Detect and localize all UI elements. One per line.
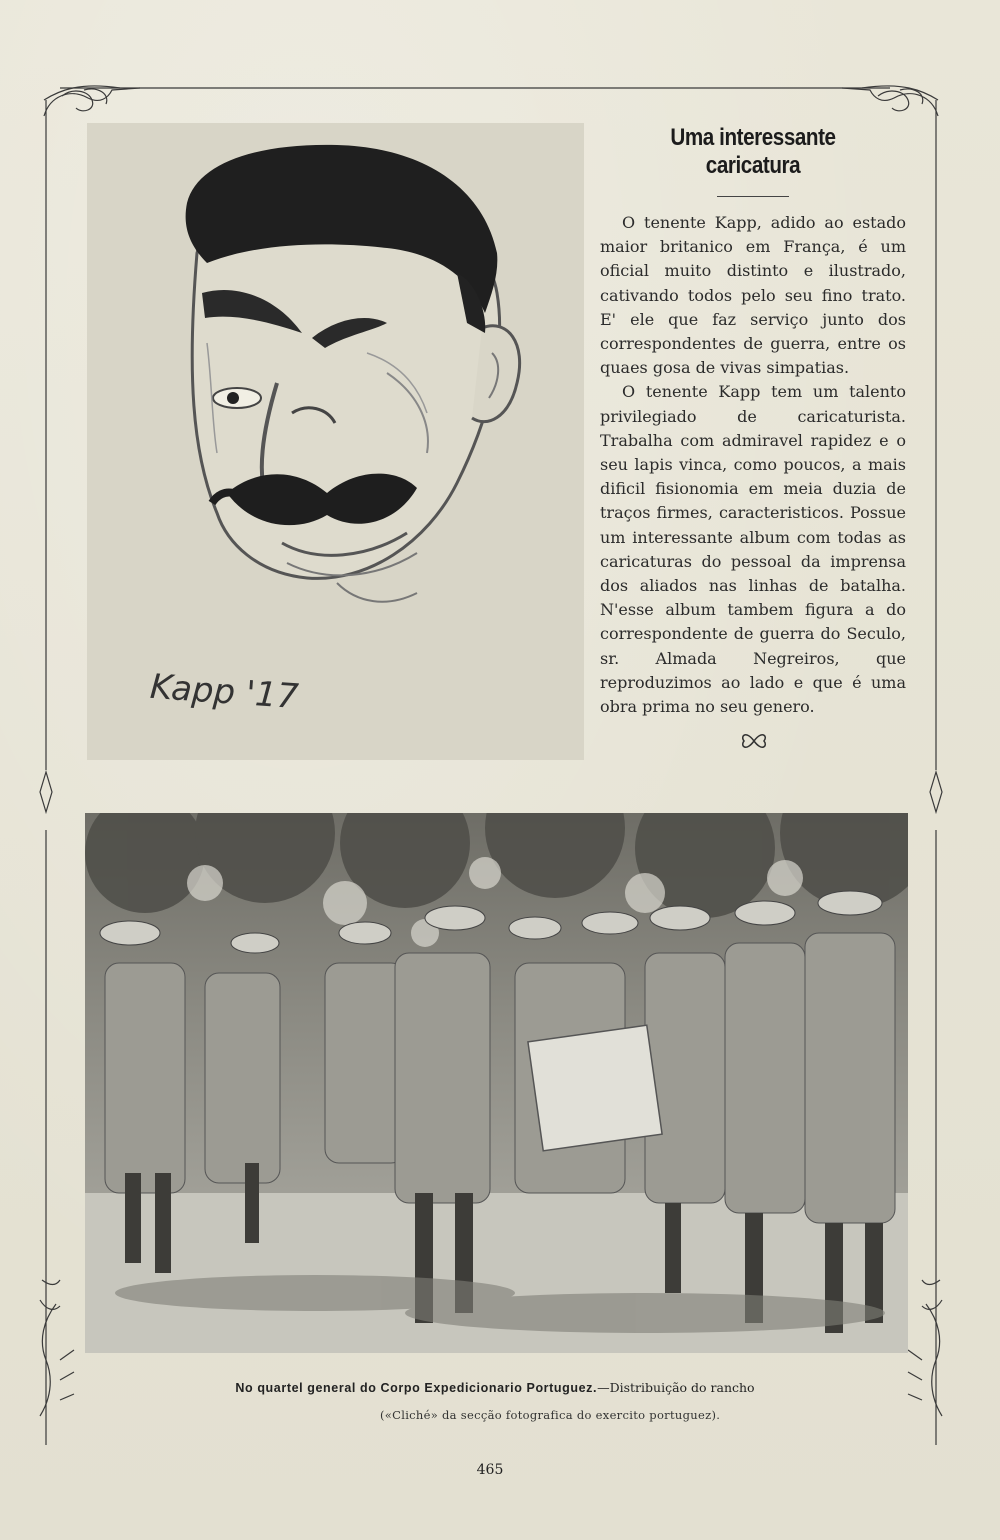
page-number: 465 [476,1462,504,1478]
soldiers-photograph [85,813,908,1353]
article-title: Uma interessante caricatura [670,124,836,179]
photo-credit: («Cliché» da secção fotografica do exercito portuguez). [380,1408,721,1422]
caption-heading: No quartel general do Corpo Expedicionario Portuguez. [235,1381,598,1395]
fleuron-ornament-icon [740,728,768,754]
title-divider [717,196,789,197]
caricature-drawing [87,123,584,760]
photo-caption [120,1380,870,1395]
article [600,118,906,719]
caricature-signature: Kapp '17 [148,666,300,718]
article-paragraph-2: O tenente Kapp tem um talento privilegiado de caricaturista. Trabalha com admiravel rapidez e o seu lapis vinca, como poucos, a mais dificil fisionomia em meia duzia de traços firmes, caracteristicos. Possue um interessante album com todas as caricaturas do pessoal da imprensa dos aliados nas linhas de batalha. N'esse album tambem figura a do correspondente de guerra do Seculo, sr. Almada Negreiros, que reproduzimos ao lado e que é uma obra prima no seu genero. [600,382,906,717]
article-paragraph-1: O tenente Kapp, adido ao estado maior britanico em França, é um oficial muito distinto e ilustrado, cativando todos pelo seu fino trato. E' ele que faz serviço junto dos correspondentes de guerra, entre os quaes gosa de vivas simpatias. [600,213,906,378]
caption-text: —Distribuição do rancho [597,1380,755,1395]
